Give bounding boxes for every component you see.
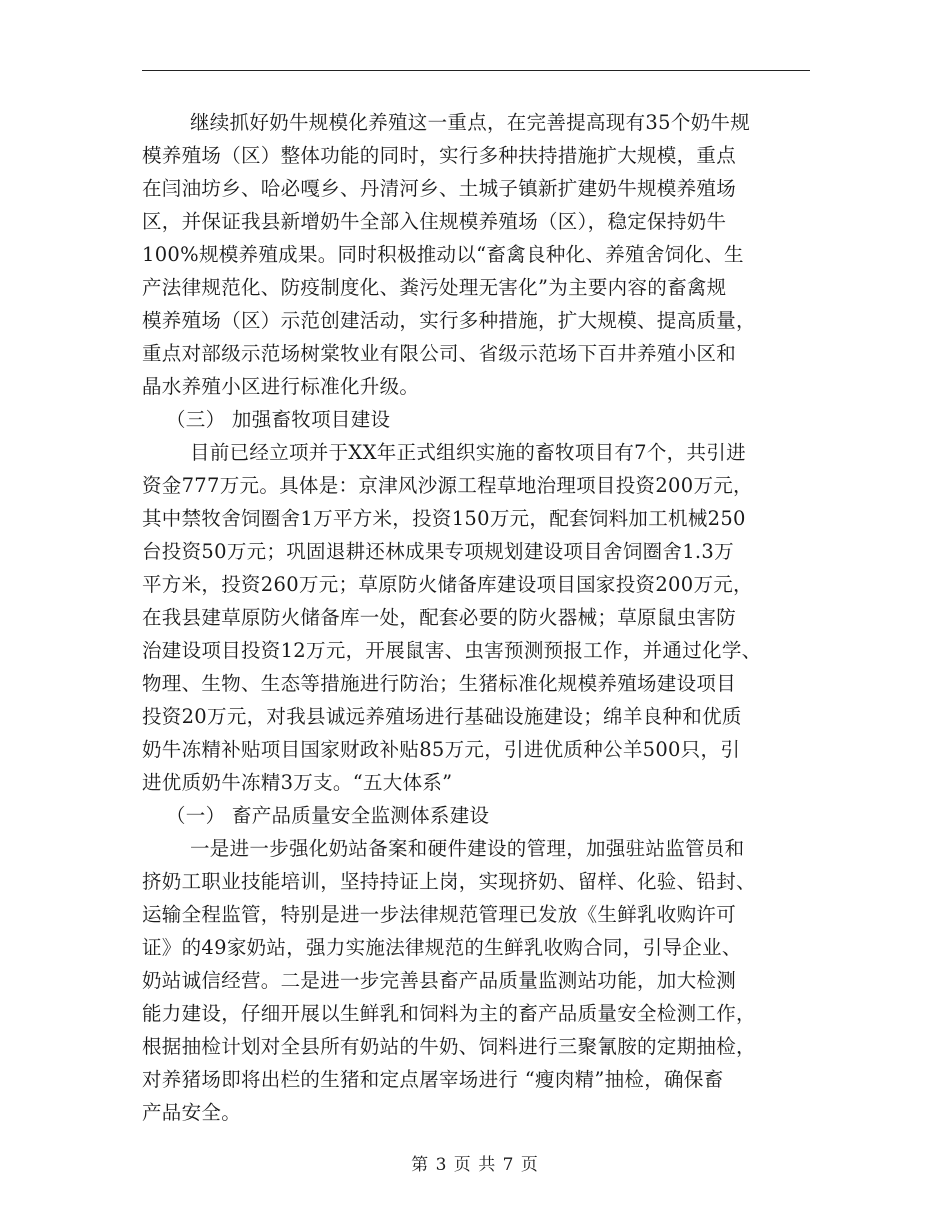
- body-line: 在我县建草原防火储备库一处，配套必要的防火器械；草原鼠虫害防: [142, 606, 737, 629]
- body-line: 模养殖场（区）整体功能的同时，实行多种扶持措施扩大规模，重点: [142, 144, 737, 167]
- body-line: 运输全程监管，特别是进一步法律规范管理已发放《生鲜乳收购许可: [142, 903, 737, 926]
- body-line: 目前已经立项并于XX年正式组织实施的畜牧项目有7个，共引进: [190, 441, 746, 464]
- body-line: 平方米，投资260万元；草原防火储备库建设项目国家投资200万元，: [142, 573, 753, 596]
- header-rule: [142, 70, 810, 71]
- body-line: 模养殖场（区）示范创建活动，实行多种措施，扩大规模、提高质量，: [142, 309, 756, 332]
- body-line: 一是进一步强化奶站备案和硬件建设的管理，加强驻站监管员和: [190, 837, 745, 860]
- body-line: 奶牛冻精补贴项目国家财政补贴85万元，引进优质种公羊500只，引: [142, 738, 741, 761]
- body-line: 物理、生物、生态等措施进行防治；生猪标准化规模养殖场建设项目: [142, 672, 737, 695]
- body-line: 对养猪场即将出栏的生猪和定点屠宰场进行 “瘦肉精”抽检，确保畜: [142, 1068, 724, 1091]
- page-footer: 第 3 页 共 7 页: [411, 1155, 539, 1175]
- body-line: 台投资50万元；巩固退耕还林成果专项规划建设项目舍饲圈舍1.3万: [142, 540, 734, 563]
- body-line: 100%规模养殖成果。同时积极推动以“畜禽良种化、养殖舍饲化、生: [142, 243, 744, 266]
- section-heading: （三） 加强畜牧项目建设: [166, 408, 391, 431]
- body-line: 根据抽检计划对全县所有奶站的牛奶、饲料进行三聚氰胺的定期抽检，: [142, 1035, 756, 1058]
- body-line: 挤奶工职业技能培训，坚持持证上岗，实现挤奶、留样、化验、铅封、: [142, 870, 756, 893]
- body-line: 证》的49家奶站，强力实施法律规范的生鲜乳收购合同，引导企业、: [142, 936, 742, 959]
- body-line: 资金777万元。具体是：京津风沙源工程草地治理项目投资200万元，: [142, 474, 753, 497]
- body-line: 在闫油坊乡、哈必嘎乡、丹清河乡、土城子镇新扩建奶牛规模养殖场: [142, 177, 737, 200]
- body-line: 产品安全。: [142, 1101, 242, 1124]
- body-line: 区，并保证我县新增奶牛全部入住规模养殖场（区），稳定保持奶牛: [142, 210, 727, 233]
- body-line: 继续抓好奶牛规模化养殖这一重点，在完善提高现有35个奶牛规: [190, 111, 751, 134]
- section-heading: （一） 畜产品质量安全监测体系建设: [166, 804, 490, 827]
- body-line: 奶站诚信经营。二是进一步完善县畜产品质量监测站功能，加大检测: [142, 969, 737, 992]
- body-line: 其中禁牧舍饲圈舍1万平方米，投资150万元，配套饲料加工机械250: [142, 507, 746, 530]
- body-line: 晶水养殖小区进行标准化升级。: [142, 375, 420, 398]
- body-line: 进优质奶牛冻精3万支。“五大体系”: [142, 771, 453, 794]
- body-line: 重点对部级示范场树棠牧业有限公司、省级示范场下百井养殖小区和: [142, 342, 737, 365]
- body-line: 治建设项目投资12万元，开展鼠害、虫害预测预报工作，并通过化学、: [142, 639, 762, 662]
- body-line: 能力建设，仔细开展以生鲜乳和饲料为主的畜产品质量安全检测工作，: [142, 1002, 756, 1025]
- body-line: 产法律规范化、防疫制度化、粪污处理无害化”为主要内容的畜禽规: [142, 276, 727, 299]
- body-line: 投资20万元，对我县诚远养殖场进行基础设施建设；绵羊良种和优质: [142, 705, 742, 728]
